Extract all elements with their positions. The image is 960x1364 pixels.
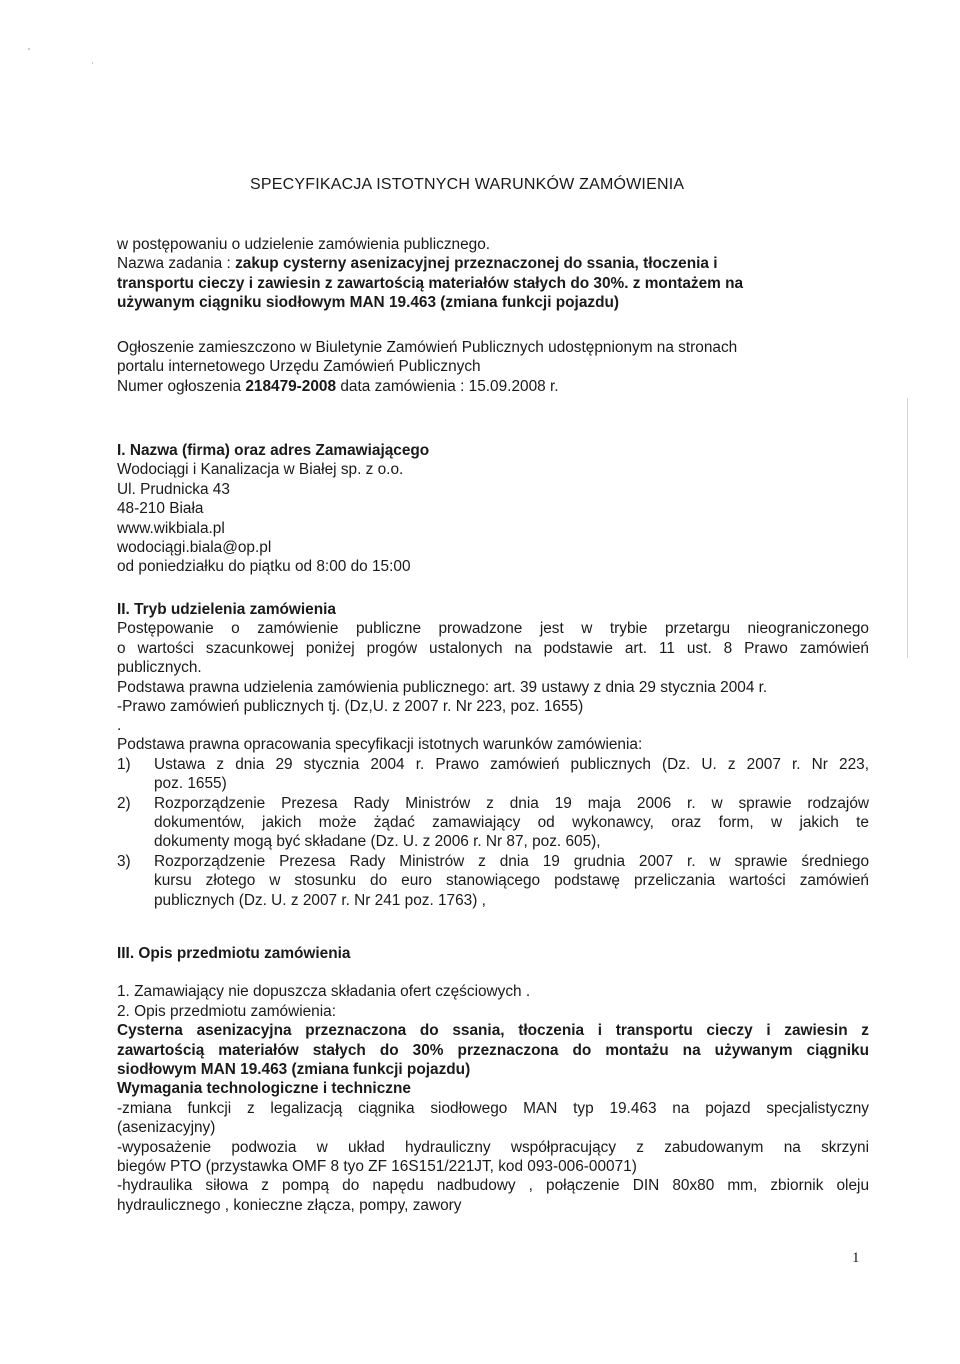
task-name-text: transportu cieczy i zawiesin z zawartością materiałów stałych do 30%. z montażem na: [117, 274, 744, 292]
list-line: publicznych (Dz. U. z 2007 r. Nr 241 poz. 1763) ,: [154, 891, 486, 909]
paragraph-line: Podstawa prawna opracowania specyfikacji istotnych warunków zamówienia:: [117, 736, 643, 754]
task-name-label: Nazwa zadania :: [117, 255, 236, 273]
contact-line: Ul. Prudnicka 43: [117, 480, 230, 498]
announcement-number-line: [117, 377, 869, 396]
scan-artifact-line: [907, 398, 908, 658]
list-line: Ustawa z dnia 29 stycznia 2004 r. Prawo zamówień publicznych (Dz. U. z 2007 r. Nr 223,: [154, 755, 869, 773]
contact-line: od poniedziałku do piątku od 8:00 do 15:00: [117, 558, 411, 576]
section-heading: I. Nazwa (firma) oraz adres Zamawiającego: [117, 442, 430, 459]
list-number: 3): [117, 852, 131, 870]
announcement-date: data zamówienia : 15.09.2008 r.: [336, 377, 559, 395]
announcement-number-label: Numer ogłoszenia: [117, 377, 246, 395]
page-number: 1: [852, 1250, 860, 1266]
section-1: [117, 441, 869, 577]
intro-block: [117, 235, 869, 313]
tech-line: biegów PTO (przystawka OMF 8 tyo ZF 16S151/221JT, kod 093-006-00071): [117, 1158, 637, 1176]
contact-line: 48-210 Biała: [117, 500, 204, 518]
paragraph-dot: .: [117, 717, 122, 735]
paragraph-line: Podstawa prawna udzielenia zamówienia publicznego: art. 39 ustawy z dnia 29 stycznia 2004 r.: [117, 678, 768, 696]
section-heading: II. Tryb udzielenia zamówienia: [117, 601, 336, 618]
section-3: [117, 944, 869, 1215]
paragraph-line: 1. Zamawiający nie dopuszcza składania ofert częściowych .: [117, 983, 531, 1001]
list-line: dokumenty mogą być składane (Dz. U. z 2006 r. Nr 87, poz. 605),: [154, 833, 601, 851]
announcement-line: Ogłoszenie zamieszczono w Biuletynie Zamówień Publicznych udostępnionym na stronach: [117, 339, 738, 356]
list-line: Rozporządzenie Prezesa Rady Ministrów z dnia 19 grudnia 2007 r. w sprawie średniego: [154, 852, 869, 870]
announcement-line: portalu internetowego Urzędu Zamówień Publicznych: [117, 358, 481, 376]
document-title: SPECYFIKACJA ISTOTNYCH WARUNKÓW ZAMÓWIENIA: [250, 176, 685, 193]
contact-line: Wodociągi i Kanalizacja w Białej sp. z o.o.: [117, 461, 404, 479]
tech-heading: Wymagania technologiczne i techniczne: [117, 1080, 411, 1098]
list-line: kursu złotego w stosunku do euro stanowiącego podstawę przeliczania wartości zamówień: [154, 872, 869, 890]
paragraph-line: -Prawo zamówień publicznych tj. (Dz,U. z 2007 r. Nr 223, poz. 1655): [117, 698, 584, 716]
paragraph-line: o wartości szacunkowej poniżej progów ustalonych na podstawie art. 11 ust. 8 Prawo zamówień: [117, 639, 869, 657]
scan-dust: [92, 62, 93, 64]
tech-line: (asenizacyjny): [117, 1119, 216, 1137]
tech-line: -wyposażenie podwozia w układ hydrauliczny współpracujący z zabudowanym na skrzyni: [117, 1138, 869, 1156]
list-item: [117, 794, 869, 852]
task-name-line: [117, 254, 869, 273]
announcement-number: 218479-2008: [245, 377, 337, 395]
task-name-text: zakup cysterny asenizacyjnej przeznaczonej do ssania, tłoczenia i: [235, 255, 718, 273]
tech-line: -zmiana funkcji z legalizacją ciągnika siodłowego MAN typ 19.463 na pojazd specjalistyczny: [117, 1099, 869, 1117]
contact-line: wodociągi.biala@op.pl: [117, 539, 272, 557]
list-item: [117, 755, 869, 794]
list-item: [117, 852, 869, 910]
list-number: 2): [117, 794, 131, 812]
tech-line: -hydraulika siłowa z pompą do napędu nadbudowy , połączenie DIN 80x80 mm, zbiornik oleju: [117, 1177, 869, 1195]
subject-description: zawartością materiałów stałych do 30% przeznaczona do montażu na używanym ciągniku: [117, 1041, 869, 1059]
list-line: dokumentów, jakich może żądać zamawiający od wykonawcy, oraz form, w jakich te: [154, 814, 869, 832]
list-line: poz. 1655): [154, 775, 227, 793]
list-line: Rozporządzenie Prezesa Rady Ministrów z dnia 19 maja 2006 r. w sprawie rodzajów: [154, 794, 869, 812]
subject-description: siodłowym MAN 19.463 (zmiana funkcji pojazdu): [117, 1061, 471, 1079]
paragraph-line: publicznych.: [117, 659, 202, 677]
task-name-text: używanym ciągniku siodłowym MAN 19.463 (zmiana funkcji pojazdu): [117, 294, 620, 312]
tech-line: hydraulicznego , konieczne złącza, pompy, zawory: [117, 1196, 462, 1214]
announcement-block: [117, 338, 869, 396]
section-heading: III. Opis przedmiotu zamówienia: [117, 945, 351, 962]
contact-line: www.wikbiala.pl: [117, 519, 225, 537]
paragraph-line: Postępowanie o zamówienie publiczne prowadzone jest w trybie przetargu nieograniczonego: [117, 620, 869, 638]
scan-dust: [28, 48, 30, 50]
list-number: 1): [117, 755, 131, 773]
subject-description: Cysterna asenizacyjna przeznaczona do ssania, tłoczenia i transportu cieczy i zawiesin z: [117, 1022, 869, 1040]
intro-line: w postępowaniu o udzielenie zamówienia publicznego.: [117, 236, 491, 253]
section-2: [117, 600, 869, 910]
paragraph-line: 2. Opis przedmiotu zamówienia:: [117, 1002, 336, 1020]
